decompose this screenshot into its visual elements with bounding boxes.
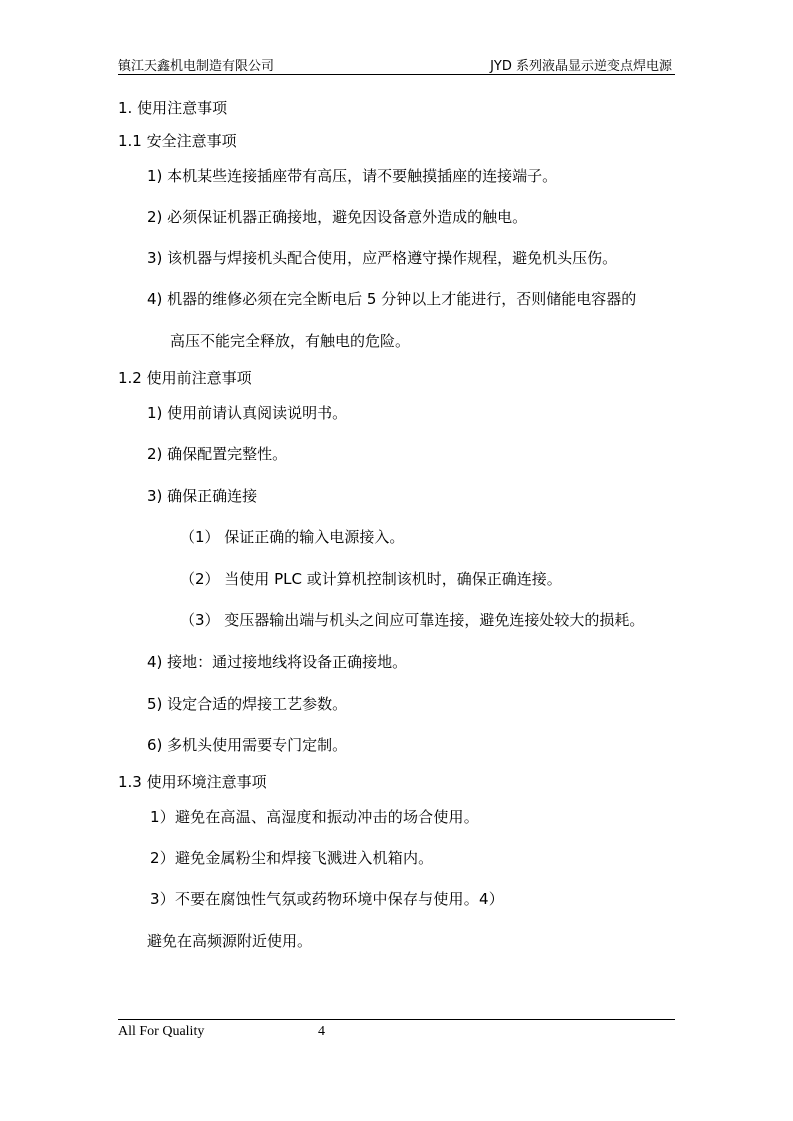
page-title: 1. 使用注意事项 xyxy=(118,99,228,117)
section-heading-1-2: 1.2 使用前注意事项 xyxy=(118,369,252,387)
header-rule xyxy=(118,74,675,75)
list-item: 2) 必须保证机器正确接地，避免因设备意外造成的触电。 xyxy=(147,208,528,226)
header-product: JYD 系列液晶显示逆变点焊电源 xyxy=(490,59,672,74)
sub-list-item: （2） 当使用 PLC 或计算机控制该机时，确保正确连接。 xyxy=(180,570,562,588)
sub-list-item: （1） 保证正确的输入电源接入。 xyxy=(180,528,405,546)
list-item: 3）不要在腐蚀性气氛或药物环境中保存与使用。4） xyxy=(150,890,504,908)
footer-rule xyxy=(118,1019,675,1020)
section-heading-1-1: 1.1 安全注意事项 xyxy=(118,132,237,150)
footer-slogan: All For Quality xyxy=(118,1024,205,1039)
list-item: 6) 多机头使用需要专门定制。 xyxy=(147,736,348,754)
list-item: 1) 使用前请认真阅读说明书。 xyxy=(147,404,348,422)
page-number: 4 xyxy=(318,1024,325,1039)
section-heading-1-3: 1.3 使用环境注意事项 xyxy=(118,773,267,791)
list-item: 3) 该机器与焊接机头配合使用，应严格遵守操作规程，避免机头压伤。 xyxy=(147,249,618,267)
header-company: 镇江天鑫机电制造有限公司 xyxy=(118,59,275,74)
list-item: 3) 确保正确连接 xyxy=(147,487,258,505)
list-item-tail: 避免在高频源附近使用。 xyxy=(147,932,313,950)
list-item: 1) 本机某些连接插座带有高压，请不要触摸插座的连接端子。 xyxy=(147,167,558,185)
list-item: 4) 接地：通过接地线将设备正确接地。 xyxy=(147,653,408,671)
list-item: 5) 设定合适的焊接工艺参数。 xyxy=(147,695,348,713)
list-item-continuation: 高压不能完全释放，有触电的危险。 xyxy=(170,332,411,350)
list-item: 2) 确保配置完整性。 xyxy=(147,445,288,463)
list-item: 4) 机器的维修必须在完全断电后 5 分钟以上才能进行，否则储能电容器的 xyxy=(147,290,637,308)
list-item: 1）避免在高温、高湿度和振动冲击的场合使用。 xyxy=(150,808,479,826)
list-item: 2）避免金属粉尘和焊接飞溅进入机箱内。 xyxy=(150,849,434,867)
sub-list-item: （3） 变压器输出端与机头之间应可靠连接，避免连接处较大的损耗。 xyxy=(180,611,645,629)
